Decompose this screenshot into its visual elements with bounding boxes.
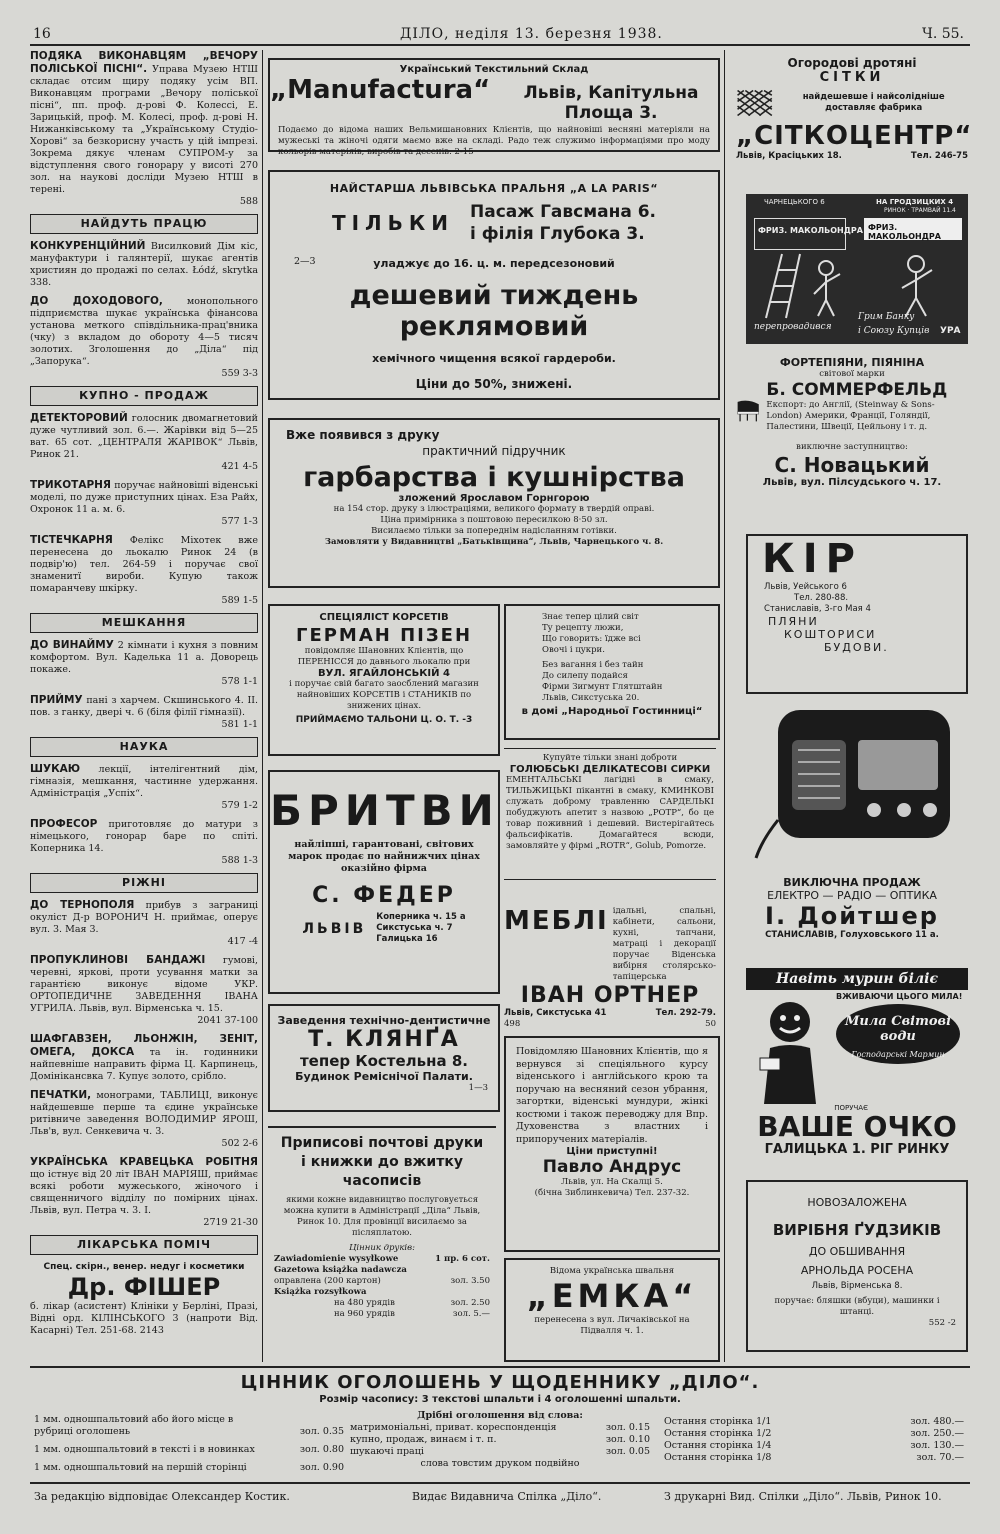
ad-barber-sign1: ФРИЗ. МАКОЛЬОНДРА [758, 226, 863, 235]
ad-emka-name: „ЕМКА“ [526, 1277, 698, 1315]
ad-emka-body: перенесена з вул. Личаківської на Підвалля ч. 1. [534, 1315, 690, 1336]
ad-buttons-top: НОВОЗАЛОЖЕНА [807, 1196, 907, 1209]
list-item: ШАФГАВЗЕН, ЛЬОНЖІН, ЗЕНІТ, ОМЕГА, ДОКСА та ін. годинники найпевніше направить фірма Ц. Карпинець, Домінікансвка 7. Купує золото, срібло. [30, 1033, 258, 1082]
ad-manufactura-name: „Manufactura“ [270, 75, 491, 105]
ad-dental-name: Т. КЛЯНҐА [308, 1027, 460, 1052]
page-header [0, 20, 1000, 44]
ad-emka [504, 1258, 720, 1362]
ad-buttons-factory [746, 1180, 968, 1352]
ad-buttons-body: поручає: бляшки (вбуци), машинки і штанці. [774, 1296, 940, 1317]
ad-radio-name: І. Дойтшер [765, 902, 939, 930]
ad-barber-slogan1: перепровадився [754, 322, 832, 332]
table-row: на 480 урядів зол. 2.50 [334, 1298, 490, 1308]
ad-cheese-body: ЕМЕНТАЛЬСЬКІ лагідні в смаку, ТИЛЬЖИЦЬКІ пікантні в смаку, КМИНКОВІ служать доброму травленню САРДЕЛЬКІ побуджують апетит з назвою „РОТР“, бо це товар поживний і дешевий. Вистерігайтесь фальсифікатів. Домагайтеся всюди, замовляйте у фірмі „ROTR“, Golub, Pomorze. [506, 775, 714, 851]
med-body: б. лікар (асистент) Клініки у Берліні, Празі, Відні орд. КІЛІНСЬКОГО 3 (напроти Від. Касарні) Тел. 251-68. 2143 [30, 1301, 258, 1336]
ad-soap-brand2: Господарські Мармин [851, 1050, 945, 1059]
ladder-figure-icon [756, 250, 956, 320]
section-trade: КУПНО - ПРОДАЖ [30, 386, 258, 406]
table-row: Остання сторінка 1/1 зол. 480.— [664, 1416, 964, 1427]
ad-postal-prints [268, 1126, 496, 1360]
ad-soap-brand: Мила Світові води [844, 1014, 952, 1044]
pricelist-middle-title: Дрібні оголошення від слова: [417, 1410, 583, 1421]
table-row: шукаючі праці зол. 0.05 [350, 1446, 650, 1457]
figure-with-soap-icon [750, 998, 830, 1106]
ad-furniture-body: ідальні, спальні, кабінети, сальони, кухні, тапчани, матраці і декорації поручає Віденська вибірня столярсько-тапіцерська [612, 906, 716, 982]
ad-tailor-name: Павло Андрус [542, 1157, 682, 1177]
ad-prints-headline: Приписові почтові друки і книжки до вжитку часописів [280, 1135, 484, 1189]
ad-buttons-code: 552 -2 [928, 1318, 956, 1328]
footer-printer: З друкарні Вид. Спілки „Діло“. Львів, Ринок 10. [664, 1490, 942, 1503]
section-science: НАУКА [30, 737, 258, 757]
ad-laundry-prices: Ціни до 50%, знижені. [415, 377, 573, 391]
pricelist-left [34, 1414, 344, 1474]
ad-buttons-owner: АРНОЛЬДА РОСЕНА [800, 1264, 914, 1277]
ad-tannery-book [268, 418, 720, 588]
list-item: ТІСТЕЧКАРНЯ Фелікс Міхотек вже перенесена до льокалю Ринок 24 (в подвір'ю) тел. 264-59 і поручає свої знаменитї вироби. Купую також помаранчеву шкірку. 589 1-5 [30, 534, 258, 606]
table-row: 1 мм. одношпальтовий або його місце в рубриці оголошень зол. 0.35 [34, 1414, 344, 1437]
med-doctor-name: Др. ФІШЕР [67, 1273, 221, 1301]
ad-laundry-line2: хемічного чищення всякої гардероби. [372, 352, 616, 365]
ad-kir-address: Львів, Уейського 6 [764, 582, 847, 592]
ad-kir-headline: КІР [762, 536, 863, 582]
ad-pianos [736, 356, 968, 526]
ad-tannery-l6: Замовляти у Видавництві „Батьківщина“, Львів, Чарнецького ч. 8. [324, 537, 664, 547]
ad-radio-sub: ЕЛЕКТРО — РАДІО — ОПТИКА [767, 889, 937, 902]
ad-barber-t3: РИНОК · ТРАМВАЙ 11.4 [884, 207, 956, 214]
pricelist-right [664, 1416, 964, 1464]
ad-radio-top: ВИКЛЮЧНА ПРОДАЖ [783, 876, 921, 889]
ad-laundry-line: уладжує до 16. ц. м. передсезоновий [373, 257, 615, 270]
ad-dental-now: тепер Костельна 8. [299, 1052, 468, 1070]
ad-barber-t1: ЧАРНЕЦЬКОГО 6 [764, 198, 825, 206]
ad-tannery-l1: Вже появився з друку [286, 428, 440, 442]
column-rule-1 [262, 50, 263, 1362]
ad-buttons-headline: ВИРІБНЯ ҐУДЗИКІВ [772, 1221, 942, 1239]
ad-razors-city: ЛЬВІВ [302, 920, 367, 937]
list-item: ПЕЧАТКИ, монограми, ТАБЛИЦІ, виконує найдешевше перше та єдине українське ритівниче заведення ВОЛОДИМИР ЯРОШ, Льв'в, вул. Сенкевича ч. 3. 502 2-6 [30, 1089, 258, 1149]
ad-kir-l2: КОШТОРИСИ [784, 628, 877, 641]
ad-radio-shop [736, 876, 968, 946]
ad-tailor-prices: Ціни приступні! [566, 1146, 658, 1157]
ad-glasses-address: ГАЛИЦЬКА 1. РІГ РИНКУ [764, 1142, 950, 1157]
table-row: Остання сторінка 1/2 зол. 250.— [664, 1428, 964, 1439]
ad-tannery-l5: Висилаємо тільки за попереднім надісланням готівки. [371, 526, 617, 536]
list-item: ДО ВИНАЙМУ 2 кімнати і кухня з повним комфортом. Вул. Каделька 11 а. Доворець покаже. 578 1-1 [30, 639, 258, 687]
list-item: ШУКАЮ лекції, інтелігентний дім, гімназія, мешкання, частинне удержання. Адміністрація „Успіх“. 579 1-2 [30, 763, 258, 811]
pricelist-middle [350, 1410, 650, 1470]
ad-cheese-l1: Купуйте тільки знані доброти [542, 753, 678, 763]
ad-furniture-codes: 498 50 [504, 1019, 716, 1029]
ad-buttons-sub: ДО ОБШИВАННЯ [808, 1245, 906, 1258]
ad-pianos-sole: виключне заступництво: [796, 442, 908, 452]
ad-glasses [746, 1104, 968, 1166]
piano-icon [736, 380, 760, 440]
med-specialty: Спец. скірн., венер. недуг і косметики [43, 1262, 245, 1272]
table-row: 1 мм. одношпальтовий в тексті і в новинках зол. 0.80 [34, 1444, 344, 1455]
ad-laundry-top: НАЙСТАРША ЛЬВІВСЬКА ПРАЛЬНЯ „A LA PARIS“ [329, 182, 659, 195]
ad-pianos-top: ФОРТЕПІЯНИ, ПІЯНІНА [779, 356, 925, 369]
ad-barber-illustration [746, 194, 968, 344]
header-rule [30, 44, 970, 46]
ad-corsets-top: СПЕЦІЯЛІСТ КОРСЕТІВ [319, 612, 449, 623]
ad-tannery-headline: гарбарства і кушнірства [303, 462, 685, 493]
table-row: Gazetowa książka nadawcza [274, 1265, 407, 1275]
ad-furniture-name: ІВАН ОРТНЕР [520, 983, 700, 1008]
ad-kir-l1: ПЛЯНИ [768, 615, 819, 628]
ad-soap-slogan: Навіть мурин біліє [746, 968, 968, 990]
list-item: ПРИЙМУ пані з харчем. Скшинського 4. II. пов. з ганку, двері ч. 6 (біля філії гімназії). 581 1-1 [30, 694, 258, 730]
list-item: ДО ТЕРНОПОЛЯ прибув з заграниці окуліст Д-р ВОРОНИЧ Н. приймає, оперує вул. 3. Мая 3. 417 -4 [30, 899, 258, 947]
ad-glasses-note: ПОРУЧАЄ [834, 1104, 868, 1112]
ad-manufactura [268, 58, 720, 157]
ad-poem [504, 604, 720, 740]
ad-laundry-address: Пасаж Гавсмана 6. і філія Глубока 3. [470, 202, 657, 244]
pricelist-subtitle: Розмір часопису: 3 текстові шпальти і 4 оголошенні шпальти. [319, 1394, 681, 1405]
ad-corsets-name: ГЕРМАН ПІЗЕН [295, 625, 473, 646]
list-item: ПРОФЕСОР приготовляє до матури з німецького, гонорар баре по спіті. Коперника 14. 588 1-3 [30, 818, 258, 866]
table-row: 1 мм. одношпальтовий на першій сторінці зол. 0.90 [34, 1462, 344, 1473]
ad-laundry-headline: дешевий тиждень реклямовий [349, 280, 639, 342]
table-row: Zawiadomienie wysyłkowe 1 пр. 6 сот. [274, 1254, 490, 1264]
footer-editor: За редакцію відповідає Олександер Костик. [34, 1490, 290, 1503]
ad-dental-building: Будинок Реміснічої Палати. [295, 1070, 473, 1083]
ad-poem-lines: Знає тепер цілий світ Ту рецепту люжи, Що говорить: їдже всі Овочі і цукри. Без вагання і без тайн До силепу подайся Фірми Зигмунт Глятштайн Львів, Сикстуська 20. [542, 612, 663, 703]
ad-furniture [504, 906, 716, 1029]
column-rule-2 [724, 50, 725, 1362]
ad-kir-tel: Тел. 280-88. [794, 593, 849, 603]
ad-manufactura-body: Подаємо до відома наших Вельмишановних Клієнтів, що найновіші весняні матеріяли на мужеські та жіночі одяги маємо вже на складі. Радо теж служимо інформаціями про моду кольорів матеріяів, виробів та десенів. 2-15 [278, 125, 710, 157]
ad-nets-contact: Львів, Красіцьких 18. Тел. 246-75 [736, 151, 968, 161]
table-row: Остання сторінка 1/4 зол. 130.— [664, 1440, 964, 1451]
ad-emka-top: Відома українська швальня [549, 1266, 675, 1276]
ad-prints-body: якими кожне видавництво послуговується можна купити в Адміністрації „Діла“ Львів, Ринок 10. Для провінції висилаємо за післяплатою. [283, 1195, 481, 1238]
ad-pianos-sub: світової марки [819, 369, 885, 379]
ad-pianos-agent: С. Новацький [774, 453, 930, 477]
table-row: Książka rozsyłkowa [274, 1287, 367, 1297]
table-row: на 960 урядів зол. 5.— [334, 1309, 490, 1319]
page-number: 16 [33, 26, 51, 42]
footer-publisher: Видає Видавнича Спілка „Діло“. [412, 1490, 602, 1503]
list-item: ПРОПУКЛИНОВІ БАНДАЖІ гумові, черевні, яркові, проти усування матки за гарантією виконує відоме УКР. ОРТОПЕДИЧНЕ ЗАВЕДЕННЯ ІВАНА УГРИЛА. Львів, вул. Вірменська ч. 15. 2041 37-100 [30, 954, 258, 1026]
ad-razors-body: найліпші, гарантовані, світових марок продає по найнижчих цінах оказійно фірма [288, 839, 480, 874]
ad-barber-slogan2: Грим Банку [858, 312, 915, 322]
ad-tannery-author: зложений Ярославом Горнгорою [398, 493, 590, 504]
ad-razors-headline: БРИТВИ [270, 786, 500, 835]
ad-nets-top: Огородові дротяні [787, 56, 917, 70]
footer-rule [30, 1482, 970, 1484]
ad-tailor [504, 1036, 720, 1252]
ad-razors-addresses: Коперника ч. 15 а Сикстуська ч. 7 Галицька 16 [376, 912, 466, 944]
ad-tannery-l3: на 154 стор. друку з ілюстраціями, великого формату в твердій оправі. [333, 504, 655, 514]
ad-corsets-street: ВУЛ. ЯГАЙЛОНСЬКІЙ 4 [318, 668, 450, 679]
ad-furniture-headline: МЕБЛІ [504, 906, 609, 936]
ad-glasses-headline: ВАШЕ ОЧКО [757, 1110, 957, 1143]
radio-illustration [754, 700, 960, 860]
ad-cheese-l2: ГОЛЮБСЬКІ ДЕЛІКАТЕСОВІ СИРКИ [509, 764, 711, 775]
ad-corsets [268, 604, 500, 756]
ad-corsets-body1: повідомляє Шановних Клієнтів, що ПЕРЕНІССЯ до давнього льокалю при [297, 646, 471, 667]
ad-kir-branch: Станиславів, 3-го Мая 4 [764, 604, 871, 614]
ad-razors-name: С. ФЕДЕР [312, 883, 456, 908]
ad-dental [268, 1004, 500, 1112]
ad-radio-address: СТАНИСЛАВІВ, Голуховського 11 а. [765, 930, 939, 940]
ad-corsets-tail: ПРИЙМАЄМО ТАЛЬОНИ Ц. О. Т. -3 [295, 715, 473, 725]
list-item: ДО ДОХОДОВОГО, монопольного підприємства шукає українська фінансова установа меткого співдільника-прац'вника (чку) з вкладом до обороту 4—5 тисяч золотих. Зголошення до „Діла“ під „Запорука“. 559 3-3 [30, 295, 258, 379]
table-row: матримоніальні, приват. кореспонденція зол. 0.15 [350, 1422, 650, 1433]
table-row: оправлена (200 картон) зол. 3.50 [274, 1276, 490, 1286]
wire-net-icon [736, 85, 773, 121]
list-item: КОНКУРЕНЦІЙНИЙ Висилковий Дім кіс, мануфактури і галянтерії, шукає агентів християн до продажі по селах. Łódź, skrytka 338. [30, 240, 258, 288]
ad-tailor-body: Повідомляю Шановних Клієнтів, що я вернувся зі спеціяльного курсу віденського і англійського крою та поручаю на весняний сезон убрання, загортки, віденські мундури, жінкі костюми і також переводжу для Впр. Духовенства з властних і припоручених матеріалів. [516, 1046, 708, 1145]
ad-laundry [268, 170, 720, 400]
ad-tailor-address2: (бічна Зиблинкевича) Тел. 237-32. [534, 1188, 690, 1198]
ad-kir-l3: БУДОВИ. [824, 641, 889, 654]
ad-barber-sign2: ФРИЗ. МАКОЛЬОНДРА [868, 223, 941, 241]
ad-soap [746, 968, 968, 1108]
ad-pianos-address: Львів, вул. Пілсудського ч. 17. [762, 477, 942, 488]
ad-nets-body: найдешевше і найсолідніше доставляє фабрика [802, 92, 945, 113]
thanks-notice: ПОДЯКА ВИКОНАВЦЯМ „ВЕЧОРУ ПОЛІСЬКОЇ ПІСНІ“. Управа Музею НТШ складає отсим щиру подяку усім ВП. Виконавцям програми „Вечору поліської пісні“, пп. проф. д-рові Ф. Колессі, Е. Зарицькій, проф. М. Колесі, проф. д-рові Н. Нижанківському та „Українському Студіо-Хорові“ за безкорисну участь у цій імпрезі. Зокрема дякує членам СУПРОМ-у за відступлення свого гонорару у висоті 270 зол. на наукові досліди Музею НТШ в терені. 588 [30, 50, 258, 207]
table-row: купно, продаж, винаєм і т. п. зол. 0.10 [350, 1434, 650, 1445]
ad-dental-code: 1—3 [468, 1083, 488, 1093]
ad-corsets-body2: і поручає свій багато заосблений магазин найновіших КОРСЕТІВ і СТАНИКІВ по знижених цінах. [289, 679, 479, 711]
ad-manufactura-place: Львів, Капітульна Площа 3. [523, 83, 699, 123]
ad-pianos-name: Б. СОММЕРФЕЛЬД [766, 380, 948, 400]
ad-tannery-l4: Ціна примірника з поштовою пересилкою 8·50 зл. [380, 515, 608, 525]
ad-poem-tail: в домі „Народньої Гостинниці“ [521, 706, 703, 717]
ad-nets-headline: СІТКИ [819, 70, 885, 85]
ad-pianos-body: Експорт: до Англії, (Steinway & Sons-London) Америки, Франції, Голяндії, Палестини, Швеції, Цейльону і т. д. [766, 400, 935, 432]
section-misc: РІЖНІ [30, 873, 258, 893]
ad-barber-slogan3: і Союзу Купців [858, 326, 930, 336]
list-item: ДЕТЕКТОРОВИЙ голосник двомагнетовий дуже чутливий зол. 6.—. Жарівки від 5—25 ват. 65 сот. „ЦЕНТРАЛЯ ЖАРІВОК“ Львів, Ринок 21. 421 4-5 [30, 412, 258, 472]
ad-barber-mark: УРА [940, 326, 961, 336]
ad-laundry-only: ТІЛЬКИ [331, 211, 454, 235]
table-row: Остання сторінка 1/8 зол. 70.— [664, 1452, 964, 1463]
ad-razors [268, 770, 500, 994]
list-item: ТРИКОТАРНЯ поручає найновіші віденські моделі, по дуже приступних цінах. Еза Райх, Охронок 11 а. м. 6. 577 1-3 [30, 479, 258, 527]
ad-prints-pricelist-title: Цінник друків: [349, 1243, 415, 1253]
pricelist-rule-top [30, 1366, 970, 1368]
ad-cheese [504, 748, 716, 880]
pricelist-middle-note: слова товстим друком подвійно [420, 1458, 580, 1469]
ad-nets [736, 56, 973, 186]
section-medical: ЛІКАРСЬКА ПОМІЧ [30, 1235, 258, 1255]
ad-soap-sub: ВЖИВАЮЧИ ЦЬОГО МИЛА! [836, 992, 963, 1001]
ad-barber-t2: НА ГРОДЗИЦКИХ 4 [876, 198, 954, 206]
masthead: ДІЛО, неділя 13. березня 1938. [400, 26, 663, 42]
issue-number: Ч. 55. [922, 26, 964, 42]
ad-kir [746, 534, 968, 694]
ad-tailor-address: Львів, ул. На Скалці 5. [561, 1177, 663, 1187]
ad-laundry-code: 2—3 [294, 256, 316, 267]
ad-prints-rows [268, 1254, 496, 1320]
ad-manufactura-top: Український Текстильний Склад [399, 64, 589, 75]
pricelist-title: ЦІННИК ОГОЛОШЕНЬ У ЩОДЕННИКУ „ДІЛО“. [240, 1372, 760, 1393]
radio-icon [754, 700, 960, 860]
ad-tannery-l2: практичний підручник [422, 444, 566, 458]
classifieds-column [30, 50, 258, 1343]
section-jobs: НАЙДУТЬ ПРАЦЮ [30, 214, 258, 234]
ad-furniture-contact: Львів, Сикстуська 41 Тел. 292-79. [504, 1008, 716, 1018]
ad-dental-top: Заведення технічно-дентистичне [277, 1014, 491, 1027]
ad-nets-name: „СІТКОЦЕНТР“ [736, 121, 973, 151]
section-housing: МЕШКАННЯ [30, 613, 258, 633]
ad-buttons-address: Львів, Вірменська 8. [811, 1281, 903, 1291]
list-item: УКРАЇНСЬКА КРАВЕЦЬКА РОБІТНЯ що істнує від 20 літ ІВАН МАРІЯШ, приймає всякі роботи мужеського, жіночого і священничого відділу по помірних цінах. Львів, вул. Петра ч. 3. І. 2719 21-30 [30, 1156, 258, 1228]
